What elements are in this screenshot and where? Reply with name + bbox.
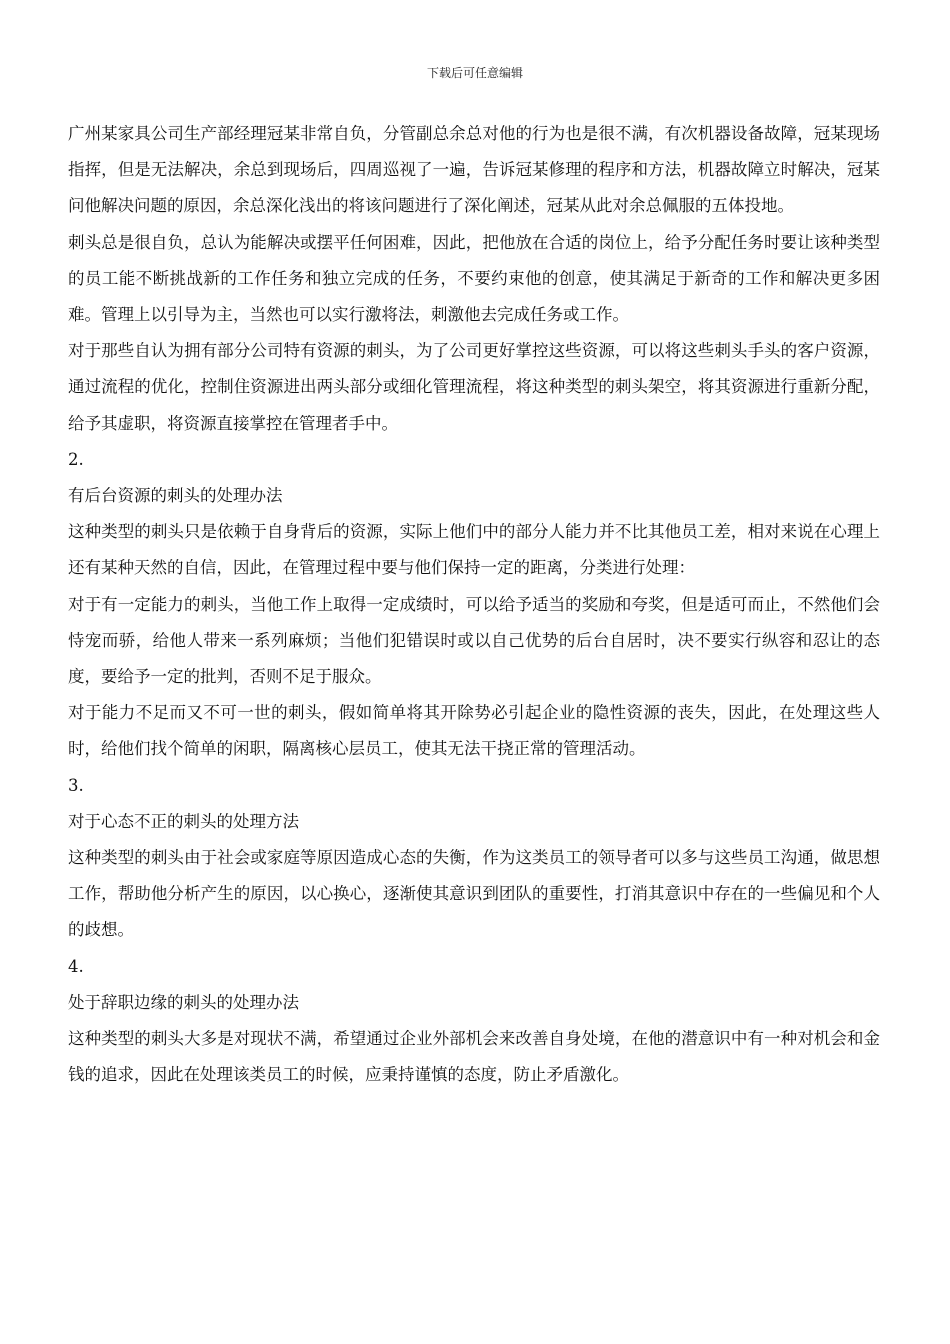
section-heading-resignation-edge: 处于辞职边缘的刺头的处理办法 <box>68 992 299 1012</box>
paragraph-resource-holder-handling: 对于那些自认为拥有部分公司特有资源的刺头，为了公司更好掌控这些资源，可以将这些刺头手头的客户资源，通过流程的优化，控制住资源进出两头部分或细化管理流程，将这种类型的刺头架空，将其资源进行重新分配，给予其虚职，将资源直接掌控在管理者手中。 <box>68 341 880 433</box>
paragraph-case-story: 广州某家具公司生产部经理冠某非常自负，分管副总余总对他的行为也是很不满，有次机器设备故障，冠某现场指挥，但是无法解决，余总到现场后，四周巡视了一遍，告诉冠某修理的程序和方法，机器故障立时解决，冠某问他解决问题的原因，余总深化浅出的将该问题进行了深化阐述，冠某从此对余总佩服的五体投地。 <box>68 124 880 216</box>
paragraph-bad-attitude: 这种类型的刺头由于社会或家庭等原因造成心态的失衡，作为这类员工的领导者可以多与这些员工沟通，做思想工作，帮助他分析产生的原因，以心换心，逐渐使其意识到团队的重要性，打消其意识中存在的一些偏见和个人的歧想。 <box>68 848 880 940</box>
document-body <box>68 116 880 1093</box>
section-number-3: 3. <box>68 775 84 795</box>
paragraph-self-confident-handling: 刺头总是很自负，总认为能解决或摆平任何困难，因此，把他放在合适的岗位上，给予分配任务时要让该种类型的员工能不断挑战新的工作任务和独立完成的任务，不要约束他的创意，使其满足于新奇的工作和解决更多困难。管理上以引导为主，当然也可以实行激将法，刺激他去完成任务或工作。 <box>68 232 880 325</box>
section-number-2: 2. <box>68 449 84 469</box>
section-heading-bad-attitude: 对于心态不正的刺头的处理方法 <box>68 811 299 831</box>
section-heading-backing-resources: 有后台资源的刺头的处理办法 <box>68 486 283 506</box>
paragraph-resignation-edge: 这种类型的刺头大多是对现状不满，希望通过企业外部机会来改善自身处境，在他的潜意识中有一种对机会和金钱的追求，因此在处理该类员工的时候，应秉持谨慎的态度，防止矛盾激化。 <box>68 1029 880 1085</box>
paragraph-incapable-backed: 对于能力不足而又不可一世的刺头，假如简单将其开除势必引起企业的隐性资源的丧失，因此，在处理这些人时，给他们找个简单的闲职，隔离核心层员工，使其无法干挠正常的管理活动。 <box>68 703 880 759</box>
section-number-4: 4. <box>68 956 84 976</box>
page-header: 下载后可任意编辑 <box>426 66 523 80</box>
paragraph-backing-resources-intro: 这种类型的刺头只是依赖于自身背后的资源，实际上他们中的部分人能力并不比其他员工差，相对来说在心理上还有某种天然的自信，因此，在管理过程中要与他们保持一定的距离，分类进行处理： <box>68 522 880 578</box>
paragraph-capable-backed: 对于有一定能力的刺头，当他工作上取得一定成绩时，可以给予适当的奖励和夸奖，但是适可而止，不然他们会恃宠而骄，给他人带来一系列麻烦；当他们犯错误时或以自己优势的后台自居时，决不要实行纵容和忍让的态度，要给予一定的批判，否则不足于服众。 <box>68 594 880 687</box>
